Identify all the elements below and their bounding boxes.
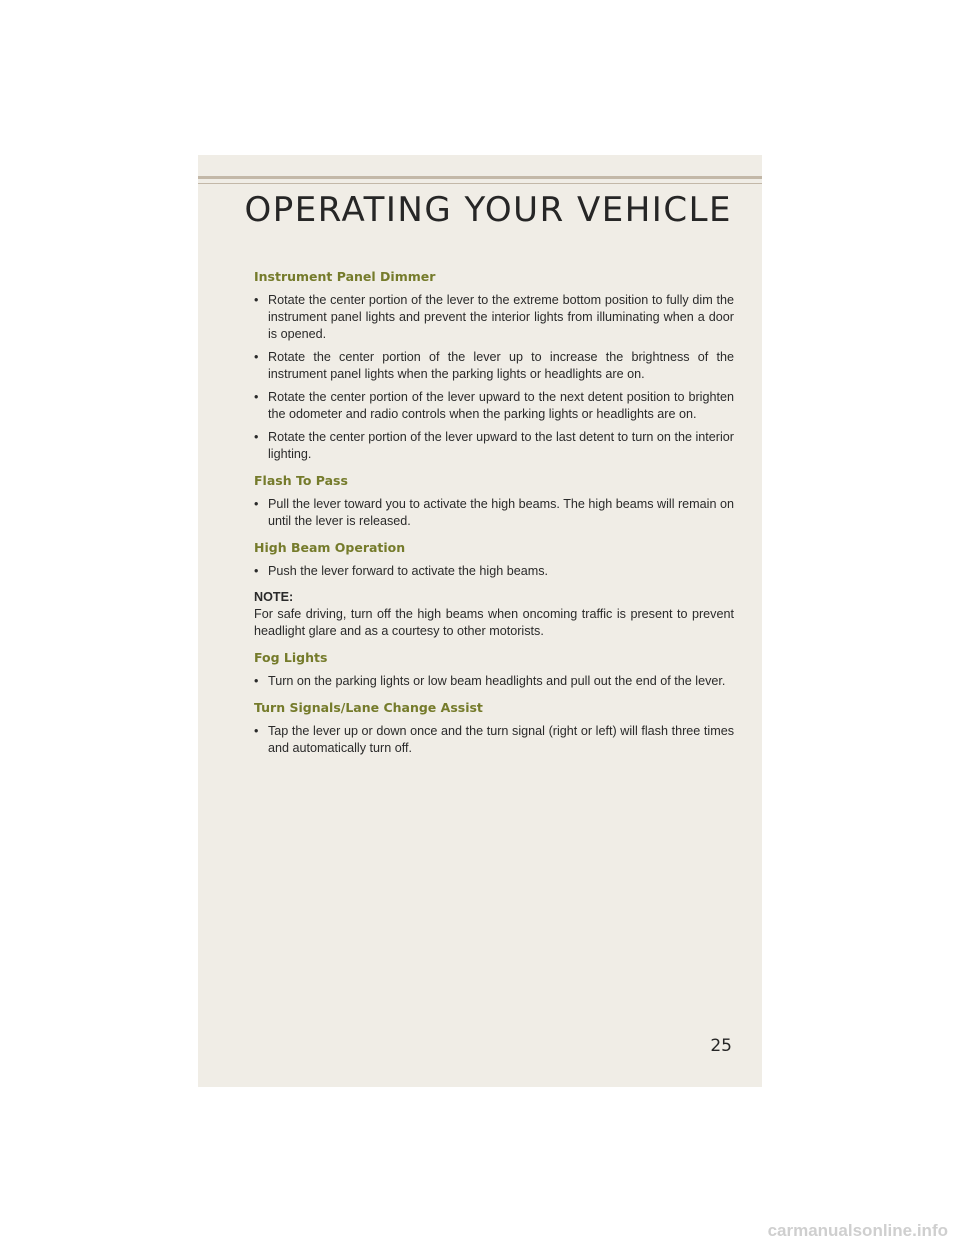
list-high-beam-operation bbox=[254, 563, 734, 580]
list-item bbox=[254, 496, 734, 530]
list-item bbox=[254, 389, 734, 423]
list-item-text: Tap the lever up or down once and the turn signal (right or left) will flash three times and automatically turn off. bbox=[268, 724, 734, 755]
list-item bbox=[254, 723, 734, 757]
list-item bbox=[254, 563, 734, 580]
list-item-text: Pull the lever toward you to activate the high beams. The high beams will remain on until the lever is released. bbox=[268, 497, 734, 528]
bullet-icon: • bbox=[254, 564, 259, 578]
list-item-text: Rotate the center portion of the lever up to increase the brightness of the instrument panel lights when the parking lights or headlights are on. bbox=[268, 350, 734, 381]
list-item bbox=[254, 673, 734, 690]
bullet-icon: • bbox=[254, 293, 259, 307]
list-item-text: Rotate the center portion of the lever upward to the next detent position to brighten the odometer and radio controls when the parking lights or headlights are on. bbox=[268, 390, 734, 421]
list-item-text: Rotate the center portion of the lever to the extreme bottom position to fully dim the instrument panel lights and prevent the interior lights from illuminating when a door is opened. bbox=[268, 293, 734, 341]
header-rule-thick bbox=[198, 176, 762, 179]
bullet-icon: • bbox=[254, 674, 259, 688]
bullet-icon: • bbox=[254, 497, 259, 511]
note-text: For safe driving, turn off the high beams when oncoming traffic is present to prevent headlight glare and as a courtesy to other motorists. bbox=[254, 607, 734, 638]
bullet-icon: • bbox=[254, 390, 259, 404]
list-item-text: Push the lever forward to activate the high beams. bbox=[268, 564, 549, 578]
page-content bbox=[254, 268, 734, 763]
header-rule-thin bbox=[198, 183, 762, 184]
watermark-text: carmanualsonline.info bbox=[767, 1221, 948, 1240]
bullet-icon: • bbox=[254, 724, 259, 738]
list-turn-signals bbox=[254, 723, 734, 757]
heading-flash-to-pass: Flash To Pass bbox=[254, 473, 348, 488]
list-item bbox=[254, 292, 734, 343]
list-item bbox=[254, 429, 734, 463]
list-instrument-panel-dimmer bbox=[254, 292, 734, 463]
heading-instrument-panel-dimmer: Instrument Panel Dimmer bbox=[254, 269, 436, 284]
list-item bbox=[254, 349, 734, 383]
heading-turn-signals: Turn Signals/Lane Change Assist bbox=[254, 700, 483, 715]
bullet-icon: • bbox=[254, 430, 259, 444]
heading-fog-lights: Fog Lights bbox=[254, 650, 328, 665]
section-title: OPERATING YOUR VEHICLE bbox=[244, 190, 732, 230]
list-fog-lights bbox=[254, 673, 734, 690]
manual-page bbox=[198, 155, 762, 1087]
page-number: 25 bbox=[710, 1036, 732, 1056]
bullet-icon: • bbox=[254, 350, 259, 364]
list-item-text: Turn on the parking lights or low beam headlights and pull out the end of the lever. bbox=[268, 674, 726, 688]
note-label: NOTE: bbox=[254, 590, 294, 604]
list-item-text: Rotate the center portion of the lever upward to the last detent to turn on the interior lighting. bbox=[268, 430, 734, 461]
heading-high-beam-operation: High Beam Operation bbox=[254, 540, 406, 555]
list-flash-to-pass bbox=[254, 496, 734, 530]
